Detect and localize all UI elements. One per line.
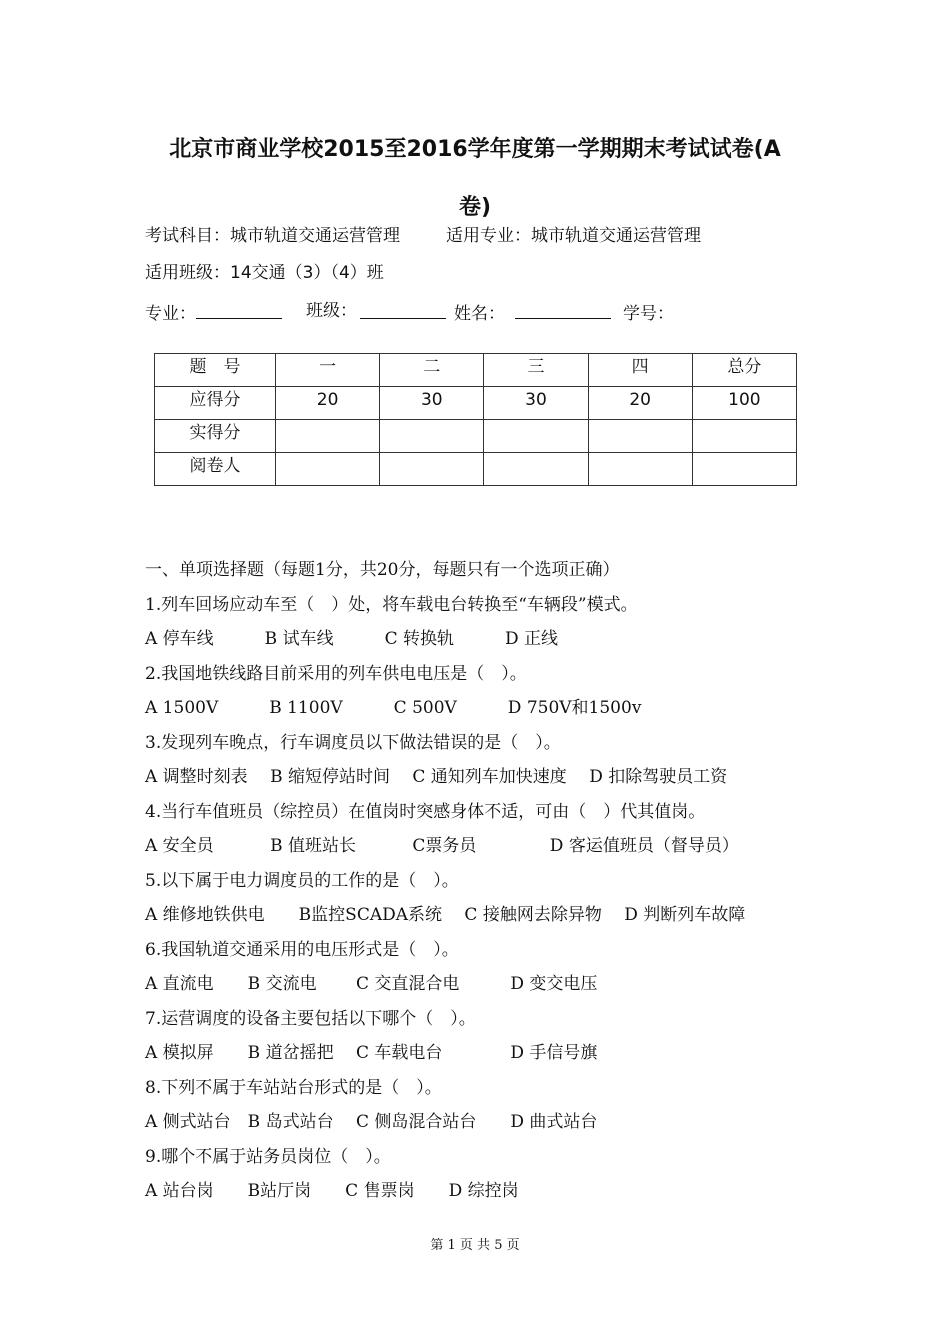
score-table-header-row <box>155 354 797 387</box>
table-row <box>155 453 797 486</box>
question-line: 6.我国轨道交通采用的电压形式是（ ）。 <box>145 939 459 960</box>
table-cell: 总分 <box>692 354 796 387</box>
info-row-subject <box>145 225 701 247</box>
table-cell: 题 号 <box>155 354 276 387</box>
table-cell: 100 <box>692 387 796 420</box>
question-line: 1.列车回场应动车至（ ）处，将车载电台转换至“车辆段”模式。 <box>145 594 638 615</box>
options-line: A 停车线 B 试车线 C 转换轨 D 正线 <box>145 629 559 649</box>
section-single-choice <box>145 557 825 1213</box>
question-line: 3.发现列车晚点，行车调度员以下做法错误的是（ ）。 <box>145 732 561 753</box>
score-entry-cell[interactable] <box>276 420 380 453</box>
options-line: A 1500V B 1100V C 500V D 750V和1500v <box>145 698 642 718</box>
class-field-label: 班级： <box>306 301 357 321</box>
class-blank[interactable] <box>360 300 446 319</box>
major-applicable: 适用专业：城市轨道交通运营管理 <box>446 226 701 246</box>
class-applicable: 适用班级：14交通（3）（4）班 <box>145 263 384 283</box>
options-line: A 模拟屏 B 道岔摇把 C 车载电台 D 手信号旗 <box>145 1043 598 1063</box>
table-cell: 三 <box>484 354 588 387</box>
table-cell: 一 <box>276 354 380 387</box>
question-line: 2.我国地铁线路目前采用的列车供电电压是（ ）。 <box>145 663 527 684</box>
table-cell: 30 <box>484 387 588 420</box>
options-line: A 直流电 B 交流电 C 交直混合电 D 变交电压 <box>145 974 598 994</box>
info-row-student-3 <box>454 300 674 325</box>
score-entry-cell[interactable] <box>380 420 484 453</box>
info-row-class <box>145 262 384 284</box>
major-blank[interactable] <box>196 300 282 319</box>
score-entry-cell[interactable] <box>588 420 692 453</box>
grader-entry-cell[interactable] <box>276 453 380 486</box>
grader-entry-cell[interactable] <box>380 453 484 486</box>
section-heading: 一、单项选择题（每题1分，共20分，每题只有一个选项正确） <box>145 560 620 580</box>
table-cell: 20 <box>276 387 380 420</box>
page-footer: 第 1 页 共 5 页 <box>430 1238 520 1253</box>
grader-entry-cell[interactable] <box>484 453 588 486</box>
grader-entry-cell[interactable] <box>588 453 692 486</box>
title-line-1: 北京市商业学校2015至2016学年度第一学期期末考试试卷(A <box>169 137 781 162</box>
question-line: 8.下列不属于车站站台形式的是（ ）。 <box>145 1077 442 1098</box>
table-cell: 30 <box>380 387 484 420</box>
table-cell: 20 <box>588 387 692 420</box>
name-blank[interactable] <box>515 300 611 319</box>
table-cell: 二 <box>380 354 484 387</box>
table-row <box>155 387 797 420</box>
major-field-label: 专业： <box>145 304 196 324</box>
table-cell: 应得分 <box>155 387 276 420</box>
table-cell: 四 <box>588 354 692 387</box>
score-entry-cell[interactable] <box>484 420 588 453</box>
options-line: A 调整时刻表 B 缩短停站时间 C 通知列车加快速度 D 扣除驾驶员工资 <box>145 767 728 787</box>
subject-label: 考试科目：城市轨道交通运营管理 <box>145 226 400 246</box>
question-line: 7.运营调度的设备主要包括以下哪个（ ）。 <box>145 1008 476 1029</box>
score-table <box>154 353 797 486</box>
table-cell: 实得分 <box>155 420 276 453</box>
score-entry-cell[interactable] <box>692 420 796 453</box>
exam-title <box>140 121 810 237</box>
question-line: 4.当行车值班员（综控员）在值岗时突感身体不适，可由（ ）代其值岗。 <box>145 801 706 822</box>
options-line: A 维修地铁供电 B监控SCADA系统 C 接触网去除异物 D 判断列车故障 <box>145 905 746 925</box>
title-line-2: 卷) <box>458 195 492 220</box>
options-line: A 安全员 B 值班站长 C票务员 D 客运值班员（督导员） <box>145 836 739 856</box>
options-line: A 站台岗 B站厅岗 C 售票岗 D 综控岗 <box>145 1181 519 1201</box>
id-field-label: 学号： <box>623 304 674 324</box>
options-line: A 侧式站台 B 岛式站台 C 侧岛混合站台 D 曲式站台 <box>145 1112 598 1132</box>
question-line: 9.哪个不属于站务员岗位（ ）。 <box>145 1146 391 1167</box>
name-field-label: 姓名： <box>454 304 505 324</box>
grader-entry-cell[interactable] <box>692 453 796 486</box>
table-row <box>155 420 797 453</box>
table-cell: 阅卷人 <box>155 453 276 486</box>
question-line: 5.以下属于电力调度员的工作的是（ ）。 <box>145 870 459 891</box>
info-row-student-2 <box>306 300 446 325</box>
